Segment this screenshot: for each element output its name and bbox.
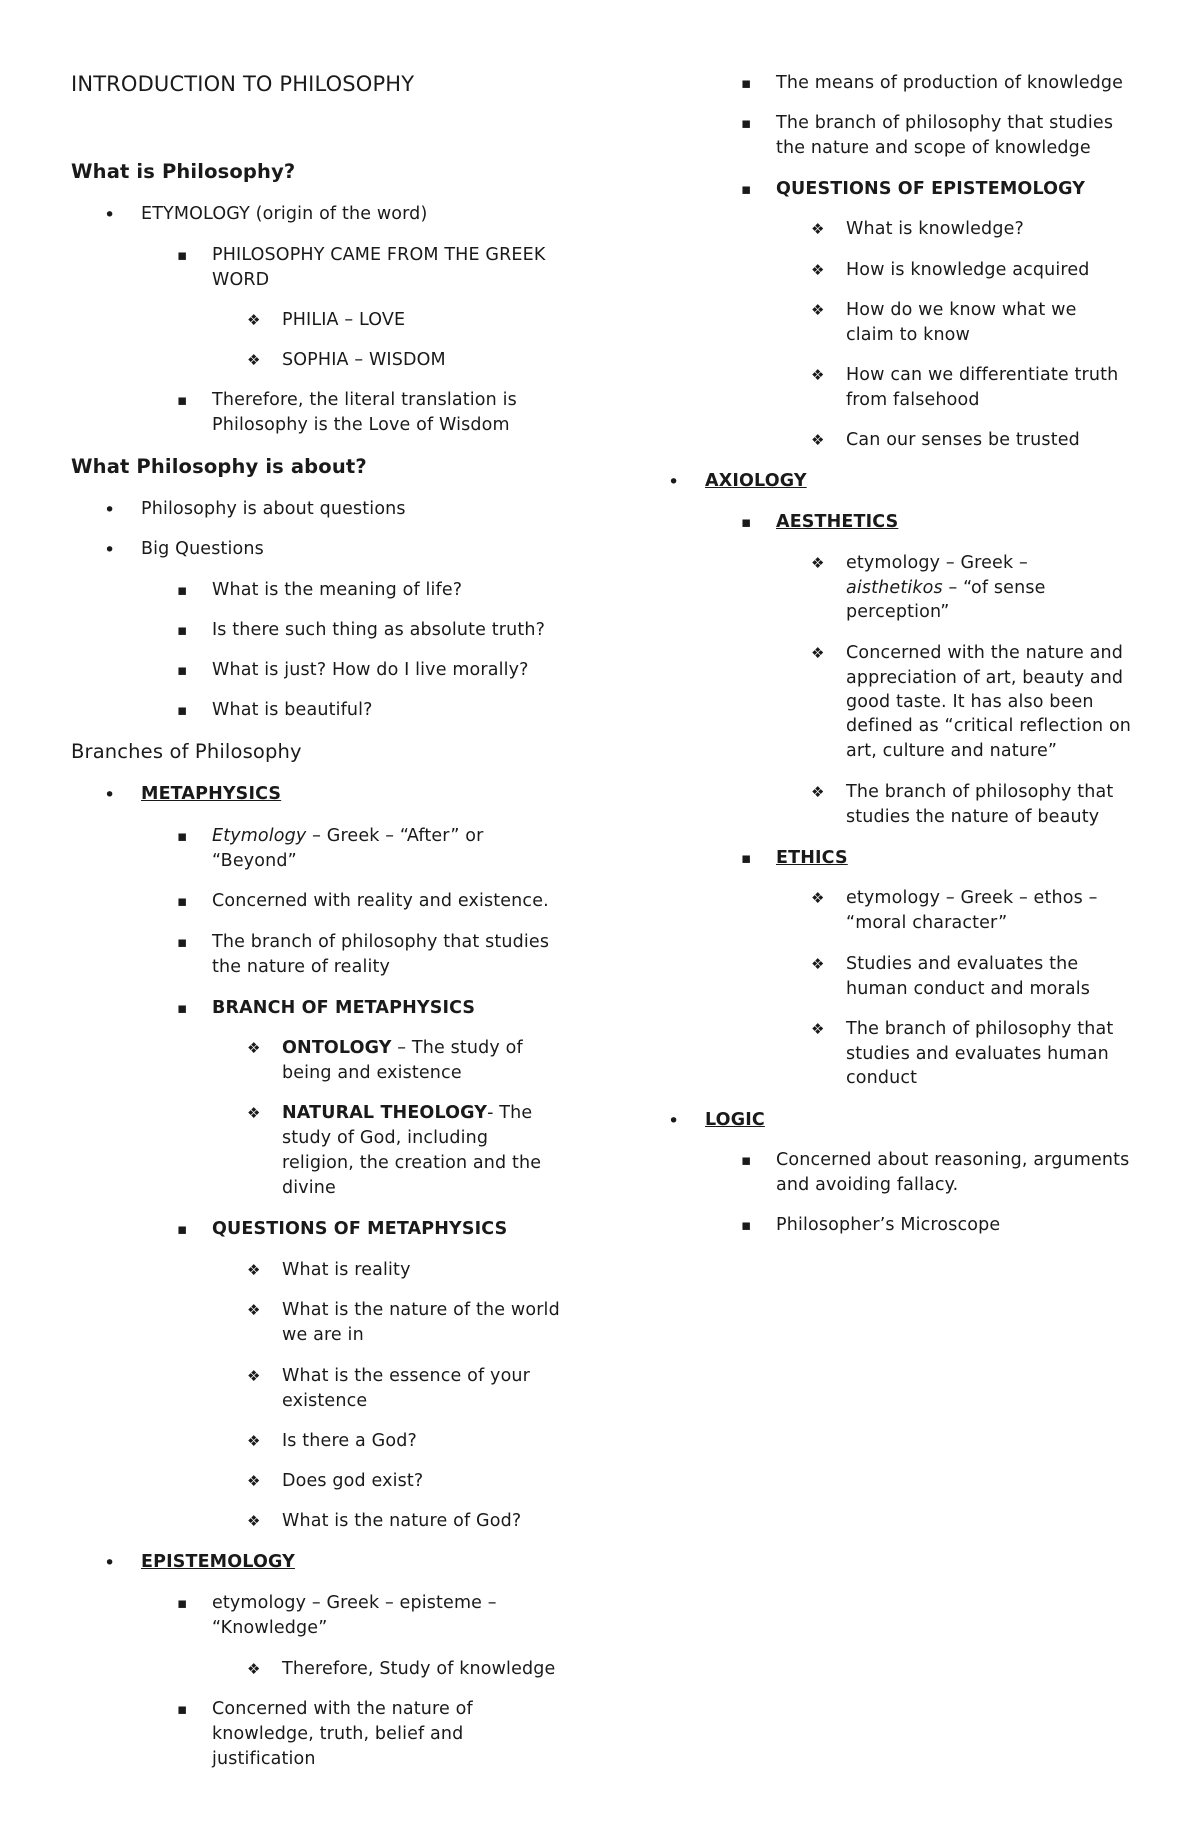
ontology-line-1 — [282, 1036, 523, 1061]
bullet-diamond-icon — [811, 952, 824, 977]
natural-theology-line-3: religion, the creation and the — [282, 1153, 542, 1173]
ontology-term: ONTOLOGY — [282, 1038, 392, 1058]
bullet-diamond-icon — [811, 780, 824, 805]
bullet-square-icon — [741, 177, 751, 202]
bullet-square-icon — [177, 930, 187, 955]
metaphysics-question: What is the essence of your — [282, 1366, 531, 1386]
bullet-square-icon — [177, 889, 187, 914]
bullet-square-icon — [177, 618, 187, 643]
ethics-etymology-line-1: etymology – Greek – ethos – — [846, 888, 1098, 908]
epistemology-branch-line-2: the nature and scope of knowledge — [776, 138, 1091, 158]
metaphysics-question-cont: existence — [282, 1391, 368, 1411]
heading-what-philosophy-is-about: What Philosophy is about? — [71, 455, 367, 478]
bullet-diamond-icon — [247, 1509, 260, 1534]
epistemology-etymology-line-1: etymology – Greek – episteme – — [212, 1593, 497, 1613]
bullet-square-icon — [741, 71, 751, 96]
aesthetics-branch-line-2: studies the nature of beauty — [846, 807, 1100, 827]
aesthetics-label: AESTHETICS — [776, 512, 899, 532]
bullet-square-icon — [177, 698, 187, 723]
bullet-diamond-icon — [811, 641, 824, 666]
bullet-diamond-icon — [811, 1017, 824, 1042]
greek-word-line-2: WORD — [212, 270, 270, 290]
big-questions: Big Questions — [141, 539, 264, 559]
etymology-rest: – Greek – “After” or — [306, 826, 484, 846]
sophia-item: SOPHIA – WISDOM — [282, 350, 446, 370]
metaphysics-etymology-line-2: “Beyond” — [212, 851, 297, 871]
heading-branches: Branches of Philosophy — [71, 740, 302, 763]
ontology-line-2: being and existence — [282, 1063, 462, 1083]
epistemology-concerned-line-1: Concerned with the nature of — [212, 1699, 473, 1719]
epistemology-question: How is knowledge acquired — [846, 260, 1090, 280]
big-question-item: What is beautiful? — [212, 700, 373, 720]
aesthetics-branch-line-1: The branch of philosophy that — [846, 782, 1114, 802]
bullet-diamond-icon — [247, 1258, 260, 1283]
big-question-item: What is the meaning of life? — [212, 580, 463, 600]
natural-theology-line-1 — [282, 1101, 532, 1126]
natural-theology-line-4: divine — [282, 1178, 336, 1198]
logic-label: LOGIC — [705, 1110, 765, 1130]
epistemology-means: The means of production of knowledge — [776, 73, 1124, 93]
big-question-item: What is just? How do I live morally? — [212, 660, 529, 680]
natural-theology-line-2: study of God, including — [282, 1128, 489, 1148]
questions-of-metaphysics: QUESTIONS OF METAPHYSICS — [212, 1219, 508, 1239]
bullet-diamond-icon — [811, 298, 824, 323]
ethics-etymology-line-2: “moral character” — [846, 913, 1008, 933]
bullet-dot-icon — [668, 1109, 679, 1135]
bullet-square-icon — [177, 996, 187, 1021]
metaphysics-question: What is reality — [282, 1260, 411, 1280]
metaphysics-concerned: Concerned with reality and existence. — [212, 891, 549, 911]
ethics-branch-line-1: The branch of philosophy that — [846, 1019, 1114, 1039]
aesthetics-etymology-line-1: etymology – Greek – — [846, 553, 1028, 573]
epistemology-question-cont: claim to know — [846, 325, 971, 345]
bullet-diamond-icon — [811, 886, 824, 911]
bullet-dot-icon — [104, 1551, 115, 1577]
greek-word-line-1: PHILOSOPHY CAME FROM THE GREEK — [212, 245, 546, 265]
bullet-square-icon — [741, 111, 751, 136]
bullet-diamond-icon — [811, 551, 824, 576]
bullet-dot-icon — [104, 498, 115, 524]
bullet-diamond-icon — [247, 1036, 260, 1061]
metaphysics-question: What is the nature of the world — [282, 1300, 560, 1320]
aesthetics-concerned-line-5: art, culture and nature” — [846, 741, 1058, 761]
aesthetics-etymology-line-2 — [846, 576, 1046, 601]
epistemology-question: What is knowledge? — [846, 219, 1024, 239]
metaphysics-question-cont: we are in — [282, 1325, 364, 1345]
ethics-studies-line-2: human conduct and morals — [846, 979, 1091, 999]
bullet-diamond-icon — [247, 308, 260, 333]
aesthetics-concerned-line-4: defined as “critical reflection on — [846, 716, 1132, 736]
metaphysics-branch-line-1: The branch of philosophy that studies — [212, 932, 550, 952]
axiology-label: AXIOLOGY — [705, 471, 807, 491]
bullet-square-icon — [177, 658, 187, 683]
metaphysics-question: What is the nature of God? — [282, 1511, 522, 1531]
metaphysics-question: Does god exist? — [282, 1471, 424, 1491]
ontology-rest: – The study of — [391, 1038, 523, 1058]
about-questions: Philosophy is about questions — [141, 499, 406, 519]
branch-of-metaphysics: BRANCH OF METAPHYSICS — [212, 998, 476, 1018]
bullet-diamond-icon — [247, 1364, 260, 1389]
bullet-square-icon — [741, 510, 751, 535]
bullet-square-icon — [177, 824, 187, 849]
epistemology-concerned-line-3: justification — [212, 1749, 316, 1769]
metaphysics-label: METAPHYSICS — [141, 784, 282, 804]
epistemology-concerned-line-2: knowledge, truth, belief and — [212, 1724, 464, 1744]
bullet-diamond-icon — [247, 1657, 260, 1682]
bullet-dot-icon — [104, 538, 115, 564]
epistemology-label: EPISTEMOLOGY — [141, 1552, 295, 1572]
bullet-square-icon — [177, 1591, 187, 1616]
aisthetikos-rest: – “of sense — [942, 578, 1046, 598]
bullet-diamond-icon — [811, 217, 824, 242]
bullet-diamond-icon — [811, 258, 824, 283]
big-question-item: Is there such thing as absolute truth? — [212, 620, 546, 640]
aesthetics-concerned-line-2: appreciation of art, beauty and — [846, 668, 1124, 688]
bullet-square-icon — [177, 243, 187, 268]
epistemology-therefore: Therefore, Study of knowledge — [282, 1659, 556, 1679]
bullet-square-icon — [177, 1697, 187, 1722]
etymology-item: ETYMOLOGY (origin of the word) — [141, 204, 428, 224]
metaphysics-branch-line-2: the nature of reality — [212, 957, 391, 977]
aisthetikos-word: aisthetikos — [846, 578, 943, 598]
bullet-square-icon — [177, 578, 187, 603]
ethics-label: ETHICS — [776, 848, 848, 868]
logic-concerned-line-2: and avoiding fallacy. — [776, 1175, 959, 1195]
therefore-line-2: Philosophy is the Love of Wisdom — [212, 415, 510, 435]
etymology-word: Etymology — [212, 826, 307, 846]
bullet-square-icon — [741, 1213, 751, 1238]
bullet-diamond-icon — [247, 1101, 260, 1126]
bullet-square-icon — [177, 1217, 187, 1242]
logic-concerned-line-1: Concerned about reasoning, arguments — [776, 1150, 1130, 1170]
bullet-diamond-icon — [247, 1469, 260, 1494]
heading-what-is-philosophy: What is Philosophy? — [71, 160, 296, 183]
philia-item: PHILIA – LOVE — [282, 310, 406, 330]
bullet-diamond-icon — [811, 428, 824, 453]
bullet-square-icon — [177, 388, 187, 413]
epistemology-question: How can we differentiate truth — [846, 365, 1119, 385]
bullet-square-icon — [741, 1148, 751, 1173]
epistemology-etymology-line-2: “Knowledge” — [212, 1618, 328, 1638]
bullet-dot-icon — [104, 783, 115, 809]
epistemology-question: Can our senses be trusted — [846, 430, 1080, 450]
ethics-branch-line-2: studies and evaluates human — [846, 1044, 1109, 1064]
bullet-diamond-icon — [811, 363, 824, 388]
ethics-studies-line-1: Studies and evaluates the — [846, 954, 1079, 974]
bullet-dot-icon — [104, 203, 115, 229]
metaphysics-etymology-line-1 — [212, 824, 483, 849]
document-title: INTRODUCTION TO PHILOSOPHY — [71, 72, 415, 96]
aesthetics-etymology-line-3: perception” — [846, 602, 950, 622]
philosophers-microscope: Philosopher’s Microscope — [776, 1215, 1001, 1235]
ethics-branch-line-3: conduct — [846, 1068, 918, 1088]
epistemology-branch-line-1: The branch of philosophy that studies — [776, 113, 1114, 133]
therefore-line-1: Therefore, the literal translation is — [212, 390, 517, 410]
metaphysics-question: Is there a God? — [282, 1431, 417, 1451]
bullet-diamond-icon — [247, 1429, 260, 1454]
epistemology-question: How do we know what we — [846, 300, 1077, 320]
aesthetics-concerned-line-3: good taste. It has also been — [846, 692, 1094, 712]
aesthetics-concerned-line-1: Concerned with the nature and — [846, 643, 1123, 663]
bullet-diamond-icon — [247, 348, 260, 373]
bullet-diamond-icon — [247, 1298, 260, 1323]
natural-theology-term: NATURAL THEOLOGY — [282, 1103, 488, 1123]
natural-theology-rest: - The — [487, 1103, 533, 1123]
epistemology-question-cont: from falsehood — [846, 390, 980, 410]
questions-of-epistemology: QUESTIONS OF EPISTEMOLOGY — [776, 179, 1086, 199]
bullet-dot-icon — [668, 470, 679, 496]
bullet-square-icon — [741, 846, 751, 871]
